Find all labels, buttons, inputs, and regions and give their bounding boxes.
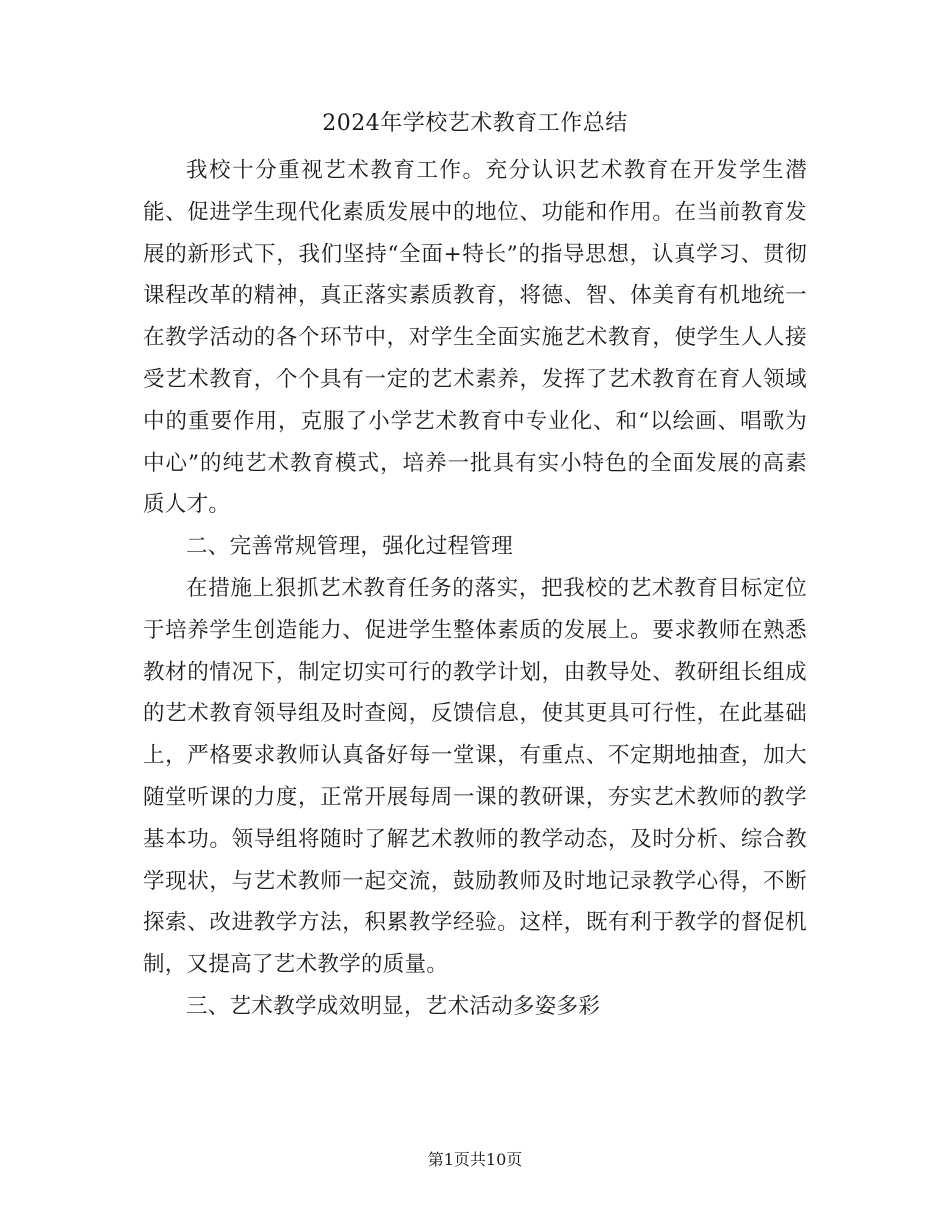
page-number: 第1页共10页 xyxy=(427,1150,523,1169)
intro-paragraph: 我校十分重视艺术教育工作。充分认识艺术教育在开发学生潜能、促进学生现代化素质发展中的地位、功能和作用。在当前教育发展的新形式下，我们坚持“全面+特长”的指导思想，认真学习、贯彻课程改革的精神，真正落实素质教育，将德、智、体美育有机地统一在教学活动的各个环节中，对学生全面实施艺术教育，使学生人人接受艺术教育，个个具有一定的艺术素养，发挥了艺术教育在育人领域中的重要作用，克服了小学艺术教育中专业化、和“以绘画、唱歌为中心”的纯艺术教育模式，培养一批具有实小特色的全面发展的高素质人才。 xyxy=(143,158,807,518)
section-heading-3: 三、艺术教学成效明显，艺术活动多姿多彩 xyxy=(186,993,601,1019)
document-title: 2024年学校艺术教育工作总结 xyxy=(322,111,628,136)
document-body xyxy=(143,150,807,1028)
section-2-paragraph: 在措施上狠抓艺术教育任务的落实，把我校的艺术教育目标定位于培养学生创造能力、促进学生整体素质的发展上。要求教师在熟悉教材的情况下，制定切实可行的教学计划，由教导处、教研组长组成的艺术教育领导组及时查阅，反馈信息，使其更具可行性，在此基础上，严格要求教师认真备好每一堂课，有重点、不定期地抽查，加大随堂听课的力度，正常开展每周一课的教研课，夯实艺术教师的教学基本功。领导组将随时了解艺术教师的教学动态，及时分析、综合教学现状，与艺术教师一起交流，鼓励教师及时地记录教学心得，不断探索、改进教学方法，积累教学经验。这样，既有利于教学的督促机制，又提高了艺术教学的质量。 xyxy=(143,575,807,978)
section-heading-2: 二、完善常规管理，强化过程管理 xyxy=(186,534,514,560)
